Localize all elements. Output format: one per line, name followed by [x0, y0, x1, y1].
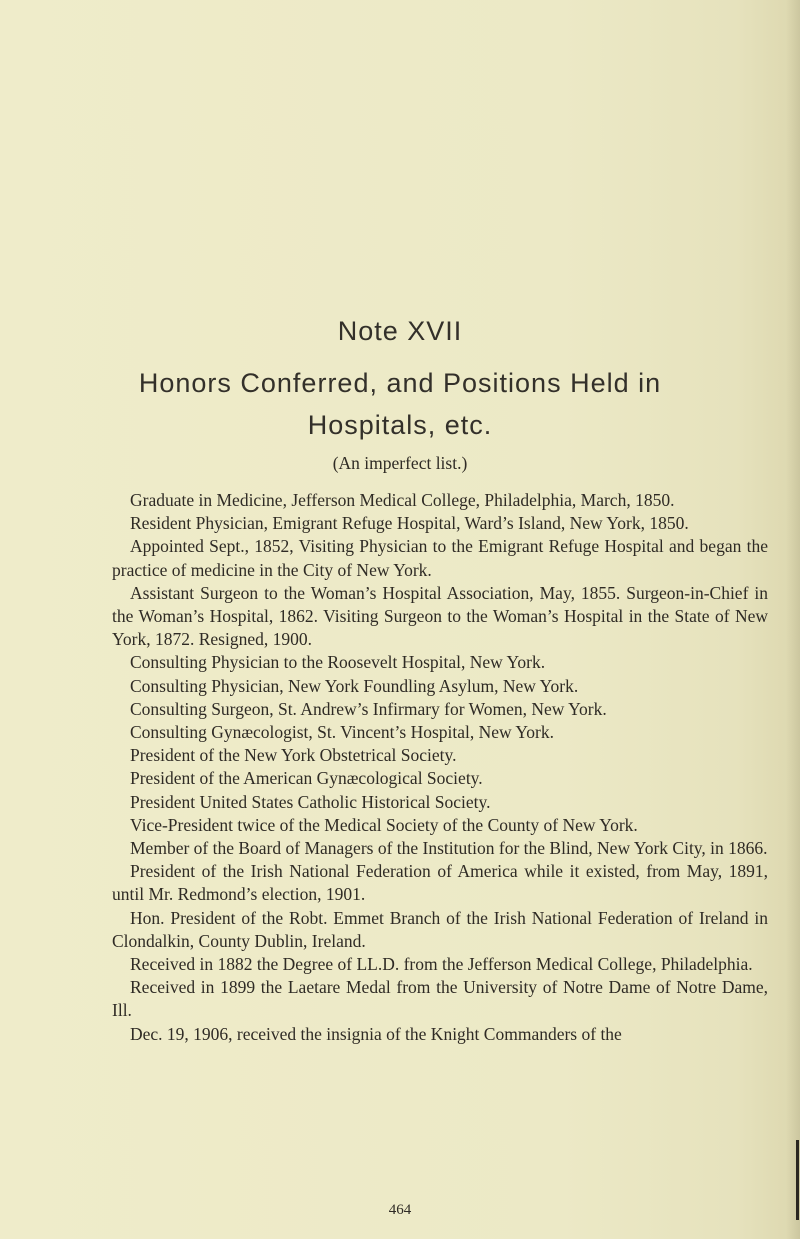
list-entry: Received in 1899 the Laetare Medal from the University of Notre Dame of Notre Dame, Ill. — [112, 977, 768, 1021]
list-entry: Graduate in Medicine, Jefferson Medical College, Philadelphia, March, 1850. — [130, 490, 675, 510]
list-entry: Received in 1882 the Degree of LL.D. from the Jefferson Medical College, Philadelphia. — [130, 954, 753, 975]
list-entry: Member of the Board of Managers of the Institution for the Blind, New York City, in 1866. — [130, 838, 768, 859]
list-entry: President United States Catholic Historical Society. — [130, 791, 491, 812]
honors-list — [112, 489, 768, 1046]
note-title: Note XVII — [337, 316, 463, 346]
list-entry: Consulting Gynæcologist, St. Vincent’s Hospital, New York. — [130, 722, 554, 743]
list-entry: Consulting Physician to the Roosevelt Hospital, New York. — [130, 652, 546, 673]
list-entry: Resident Physician, Emigrant Refuge Hospital, Ward’s Island, New York, 1850. — [130, 513, 689, 534]
heading-line-1: Honors Conferred, and Positions Held in — [138, 368, 662, 398]
list-entry: Consulting Surgeon, St. Andrew’s Infirmary for Women, New York. — [130, 698, 607, 719]
list-entry: President of the American Gynæcological Society. — [130, 768, 483, 789]
list-entry: Appointed Sept., 1852, Visiting Physician to the Emigrant Refuge Hospital and began the practice of medicine in the City of New York. — [112, 536, 768, 580]
list-entry: Hon. President of the Robt. Emmet Branch of the Irish National Federation of Ireland in Clondalkin, County Dublin, Ireland. — [112, 907, 768, 951]
list-entry: Vice-President twice of the Medical Society of the County of New York. — [130, 814, 638, 835]
section-heading — [100, 362, 700, 446]
list-entry: Dec. 19, 1906, received the insignia of the Knight Commanders of the — [130, 1023, 622, 1044]
list-entry: Consulting Physician, New York Foundling Asylum, New York. — [130, 675, 579, 696]
page-number: 464 — [388, 1202, 412, 1218]
list-entry: Assistant Surgeon to the Woman’s Hospital Association, May, 1855. Surgeon-in-Chief in the Woman’s Hospital, 1862. Visiting Surgeon to the Woman’s Hospital in the State of New York, 1872. Resigned, 1900. — [112, 582, 768, 650]
page-edge-shadow — [786, 0, 800, 1239]
list-entry: President of the New York Obstetrical Society. — [130, 745, 457, 766]
list-entry: President of the Irish National Federation of America while it existed, from May, 1891, until Mr. Redmond’s election, 1901. — [112, 861, 768, 905]
heading-line-2: Hospitals, etc. — [307, 410, 493, 440]
subtitle: (An imperfect list.) — [332, 453, 468, 473]
